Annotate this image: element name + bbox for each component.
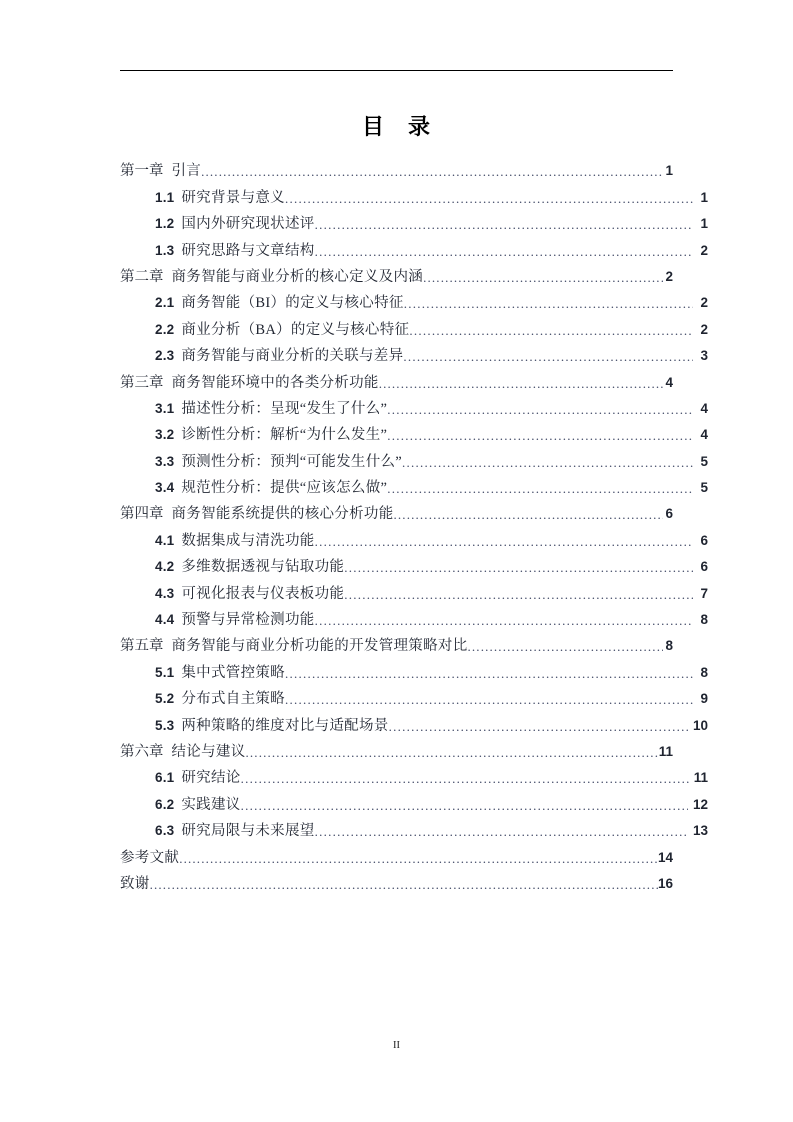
dot-leader	[246, 746, 659, 760]
dot-leader	[315, 825, 688, 839]
toc-entry[interactable]	[120, 234, 708, 260]
toc-section-number: 4.2	[155, 559, 175, 575]
toc-entry[interactable]	[120, 815, 708, 841]
toc-entry-label	[120, 161, 201, 181]
toc-entry[interactable]	[120, 551, 708, 577]
toc-chapter-number: 第四章	[120, 506, 164, 523]
toc-entry-title: 商务智能与商业分析的核心定义及内涵	[171, 268, 424, 285]
toc-page-number: 4	[700, 400, 708, 416]
toc-page-number: 6	[700, 559, 708, 575]
toc-entry-title: 研究局限与未来展望	[181, 823, 315, 840]
dot-leader	[241, 799, 688, 813]
toc-chapter-number: 第一章	[120, 163, 164, 180]
toc-section-number: 5.1	[155, 664, 175, 680]
dot-leader	[387, 429, 693, 443]
toc-section-number: 2.3	[155, 348, 175, 364]
dot-leader	[201, 165, 663, 179]
toc-entry-label	[120, 848, 179, 868]
toc-section-number: 1.2	[155, 216, 175, 232]
toc-entry-title: 描述性分析：呈现“发生了什么”	[181, 400, 388, 417]
toc-entry[interactable]	[120, 762, 708, 788]
toc-page-number: 1	[700, 216, 708, 232]
toc-entry-label	[120, 874, 150, 894]
toc-page-number: 8	[700, 664, 708, 680]
table-of-contents	[120, 155, 708, 894]
toc-page-number: 6	[665, 506, 673, 522]
toc-entry[interactable]	[120, 340, 708, 366]
toc-entry-title: 预警与异常检测功能	[181, 612, 315, 629]
toc-entry-label	[120, 373, 379, 393]
toc-page-number: 12	[692, 796, 708, 812]
dot-leader	[241, 772, 689, 786]
header-rule	[120, 70, 673, 71]
toc-entry[interactable]	[120, 393, 708, 419]
toc-chapter-number: 第二章	[120, 268, 164, 285]
toc-page-number: 7	[700, 585, 708, 601]
dot-leader	[150, 878, 658, 892]
toc-section-number: 6.1	[155, 770, 175, 786]
toc-page-number: 10	[692, 717, 708, 733]
footer-page-number: II	[393, 1040, 400, 1051]
toc-section-number: 6.3	[155, 823, 175, 839]
toc-entry-label	[120, 636, 468, 656]
dot-leader	[285, 667, 693, 681]
toc-section-number: 1.1	[155, 189, 175, 205]
toc-entry[interactable]	[120, 604, 708, 630]
toc-page-number: 1	[665, 163, 673, 179]
toc-entry[interactable]	[120, 736, 673, 762]
toc-page-number: 4	[700, 427, 708, 443]
toc-section-number: 5.3	[155, 717, 175, 733]
toc-entry[interactable]	[120, 498, 673, 524]
toc-entry[interactable]	[120, 313, 708, 339]
dot-leader	[315, 535, 693, 549]
toc-section-number: 3.1	[155, 400, 175, 416]
toc-chapter-number: 第五章	[120, 638, 164, 655]
toc-entry[interactable]	[120, 445, 708, 471]
toc-entry[interactable]	[120, 366, 673, 392]
toc-entry-label	[120, 742, 246, 762]
toc-section-number: 4.1	[155, 532, 175, 548]
toc-page-number: 11	[693, 770, 708, 786]
toc-entry-label	[155, 610, 315, 630]
toc-page-number: 14	[657, 849, 673, 865]
toc-entry-title: 两种策略的维度对比与适配场景	[181, 717, 389, 734]
toc-entry-label	[155, 346, 403, 366]
toc-entry-title: 数据集成与清洗功能	[181, 532, 315, 549]
toc-entry-label	[155, 478, 387, 498]
toc-entry-label	[155, 689, 285, 709]
toc-section-number: 4.3	[155, 585, 175, 601]
toc-page-number: 13	[692, 823, 708, 839]
toc-entry-title: 结论与建议	[171, 743, 246, 760]
toc-section-number: 3.2	[155, 427, 175, 443]
toc-entry-title: 商务智能与商业分析的关联与差异	[181, 348, 404, 365]
toc-entry-title: 国内外研究现状述评	[181, 216, 315, 233]
toc-section-number: 2.2	[155, 321, 175, 337]
toc-section-number: 1.3	[155, 242, 175, 258]
toc-entry-label	[155, 399, 387, 419]
toc-entry[interactable]	[120, 472, 708, 498]
toc-entry-label	[155, 768, 241, 788]
dot-leader	[315, 245, 693, 259]
toc-entry[interactable]	[120, 577, 708, 603]
toc-page-number: 11	[658, 743, 673, 759]
toc-page-number: 5	[700, 480, 708, 496]
toc-entry-title: 参考文献	[120, 849, 180, 866]
dot-leader	[179, 852, 658, 866]
toc-page-number: 16	[657, 875, 673, 891]
page-title: 目 录	[361, 114, 431, 139]
dot-leader	[387, 403, 693, 417]
toc-page-number: 4	[665, 374, 673, 390]
toc-entry-title: 商业分析（BA）的定义与核心特征	[181, 321, 410, 338]
toc-entry-title: 商务智能环境中的各类分析功能	[171, 374, 379, 391]
toc-entry-label	[155, 241, 315, 261]
toc-chapter-number: 第六章	[120, 743, 164, 760]
toc-section-number: 6.2	[155, 796, 175, 812]
toc-entry-title: 实践建议	[181, 796, 241, 813]
toc-entry[interactable]	[120, 788, 708, 814]
toc-entry-label	[155, 663, 285, 683]
toc-entry[interactable]	[120, 524, 708, 550]
toc-section-number: 3.4	[155, 480, 175, 496]
toc-entry[interactable]	[120, 419, 708, 445]
toc-entry[interactable]	[120, 868, 673, 894]
dot-leader	[409, 324, 693, 338]
toc-entry[interactable]	[120, 683, 708, 709]
toc-entry-label	[155, 584, 344, 604]
toc-page-number: 2	[700, 295, 708, 311]
dot-leader	[285, 192, 693, 206]
toc-entry-label	[155, 821, 315, 841]
dot-leader	[344, 561, 693, 575]
toc-entry-title: 研究结论	[181, 770, 241, 787]
dot-leader	[315, 614, 693, 628]
toc-entry-label	[120, 504, 394, 524]
dot-leader	[379, 377, 663, 391]
toc-page-number: 8	[665, 638, 673, 654]
toc-entry[interactable]	[120, 287, 708, 313]
toc-page-number: 2	[700, 321, 708, 337]
dot-leader	[344, 588, 693, 602]
toc-entry-title: 多维数据透视与钻取功能	[181, 559, 345, 576]
toc-entry[interactable]	[120, 208, 708, 234]
toc-page-number: 3	[700, 348, 708, 364]
toc-section-number: 5.2	[155, 691, 175, 707]
dot-leader	[402, 456, 693, 470]
toc-page-number: 2	[700, 242, 708, 258]
toc-entry[interactable]	[120, 181, 708, 207]
toc-entry-label	[155, 293, 404, 313]
toc-entry-label	[155, 214, 315, 234]
dot-leader	[403, 350, 693, 364]
toc-entry-label	[155, 320, 409, 340]
toc-page-number: 1	[700, 189, 708, 205]
toc-entry-label	[155, 425, 387, 445]
toc-entry-title: 引言	[171, 163, 202, 180]
dot-leader	[285, 693, 693, 707]
toc-entry-label	[155, 452, 402, 472]
dot-leader	[404, 297, 693, 311]
toc-section-number: 3.3	[155, 453, 175, 469]
toc-page-number: 2	[665, 268, 673, 284]
dot-leader	[389, 720, 688, 734]
toc-entry[interactable]	[120, 841, 673, 867]
dot-leader	[315, 218, 693, 232]
toc-entry-label	[155, 716, 389, 736]
toc-entry-title: 分布式自主策略	[181, 691, 285, 708]
toc-entry[interactable]	[120, 630, 673, 656]
toc-entry[interactable]	[120, 656, 708, 682]
toc-entry-title: 预测性分析：预判“可能发生什么”	[181, 453, 403, 470]
toc-entry[interactable]	[120, 261, 673, 287]
toc-section-number: 2.1	[155, 295, 175, 311]
toc-page-number: 6	[700, 532, 708, 548]
toc-entry-label	[155, 795, 241, 815]
toc-page-number: 8	[700, 612, 708, 628]
toc-chapter-number: 第三章	[120, 374, 164, 391]
toc-entry[interactable]	[120, 709, 708, 735]
toc-entry-title: 诊断性分析：解析“为什么发生”	[181, 427, 388, 444]
toc-entry-title: 规范性分析：提供“应该怎么做”	[181, 480, 388, 497]
toc-entry-title: 研究思路与文章结构	[181, 242, 315, 259]
toc-entry-label	[120, 267, 423, 287]
toc-entry-title: 商务智能（BI）的定义与核心特征	[181, 295, 404, 312]
toc-entry-title: 集中式管控策略	[181, 664, 285, 681]
toc-entry-title: 商务智能与商业分析功能的开发管理策略对比	[171, 638, 468, 655]
toc-entry-title: 研究背景与意义	[181, 189, 285, 206]
toc-entry-label	[155, 557, 344, 577]
toc-entry-title: 致谢	[120, 875, 150, 892]
toc-entry-title: 商务智能系统提供的核心分析功能	[171, 506, 394, 523]
dot-leader	[394, 508, 664, 522]
dot-leader	[387, 482, 693, 496]
toc-entry[interactable]	[120, 155, 673, 181]
toc-entry-label	[155, 531, 315, 551]
toc-page-number: 5	[700, 453, 708, 469]
toc-section-number: 4.4	[155, 612, 175, 628]
dot-leader	[423, 271, 663, 285]
dot-leader	[468, 640, 664, 654]
toc-entry-label	[155, 188, 285, 208]
toc-entry-title: 可视化报表与仪表板功能	[181, 585, 345, 602]
toc-page-number: 9	[700, 691, 708, 707]
